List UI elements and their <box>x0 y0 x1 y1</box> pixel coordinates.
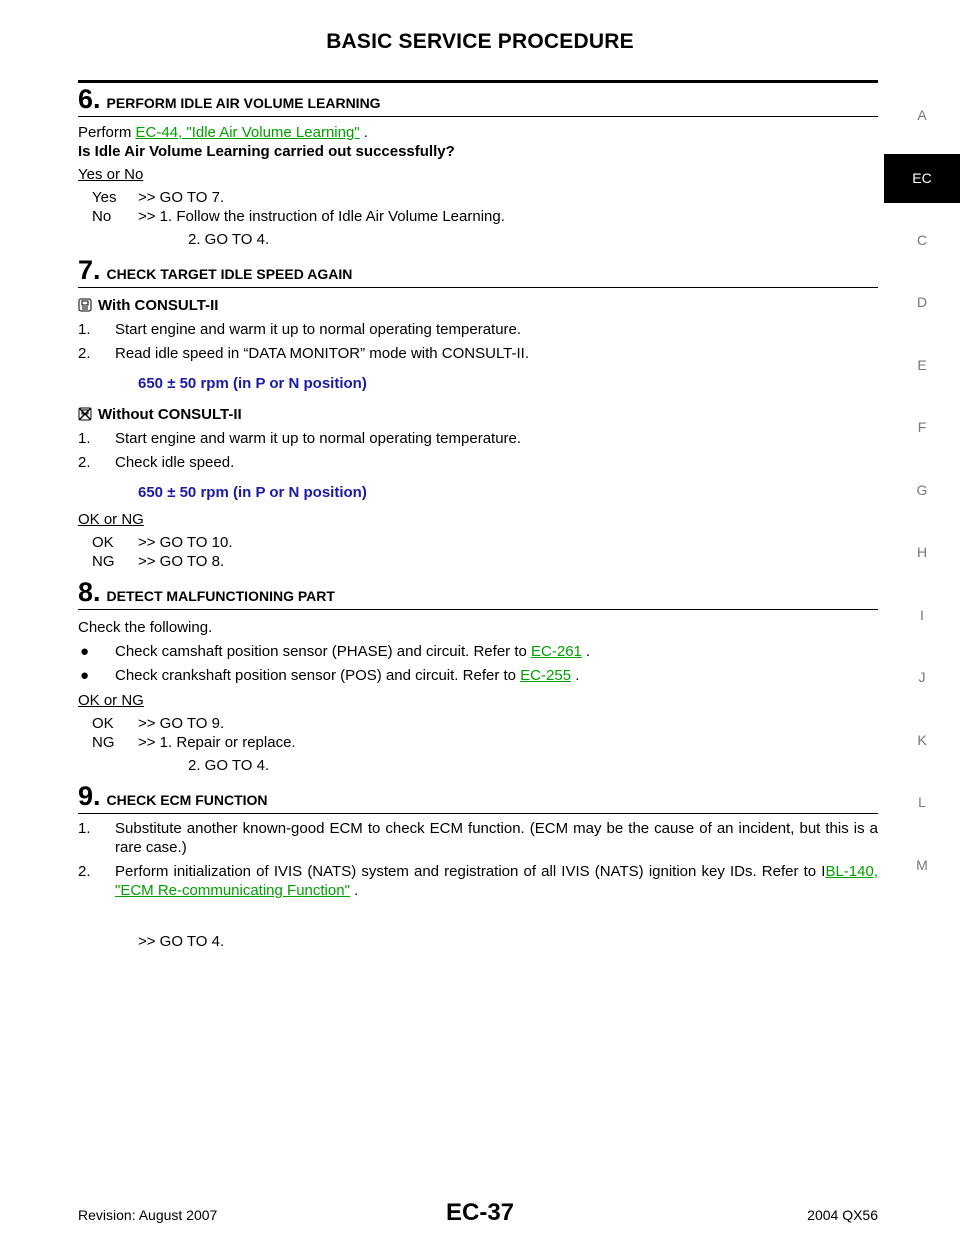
step-9-heading <box>78 781 878 814</box>
step-6-heading <box>78 84 878 117</box>
idle-speed-spec: 650 ± 50 rpm (in P or N position) <box>138 484 367 501</box>
list-text <box>115 666 579 685</box>
step-number: 9. <box>78 781 101 811</box>
bullet-suffix: . <box>571 667 580 684</box>
answer-row <box>92 714 878 733</box>
page-number: EC-37 <box>445 1199 515 1226</box>
list-item <box>78 344 878 363</box>
tab-a[interactable]: A <box>917 107 927 123</box>
list-item <box>78 666 878 685</box>
list-text <box>115 642 590 661</box>
list-number: 2. <box>78 345 91 362</box>
answer-text: >> 1. Follow the instruction of Idle Air Volume Learning. <box>138 208 505 225</box>
item-suffix: . <box>349 882 359 899</box>
intro-text: Check the following. <box>78 619 213 636</box>
with-consult-heading <box>78 296 878 315</box>
answer-row <box>92 188 878 207</box>
tab-d[interactable]: D <box>916 294 928 310</box>
answer-continuation: 2. GO TO 4. <box>188 757 270 774</box>
step-number: 8. <box>78 577 101 607</box>
bl-140-link[interactable]: BL-140, "ECM Re-communicating Function" <box>115 863 878 899</box>
step-number: 7. <box>78 255 101 285</box>
page-title: BASIC SERVICE PROCEDURE <box>326 30 634 53</box>
bullet-text: Check camshaft position sensor (PHASE) and circuit. Refer to <box>115 643 532 660</box>
list-item <box>78 320 878 339</box>
ec-261-link[interactable]: EC-261 <box>531 643 582 660</box>
tab-f[interactable]: F <box>917 419 927 435</box>
list-number: 1. <box>78 430 91 447</box>
perform-prefix: Perform <box>78 124 136 141</box>
answer-key: NG <box>92 553 115 570</box>
list-text <box>115 862 878 900</box>
list-text: Start engine and warm it up to normal operating temperature. <box>115 430 522 447</box>
tab-g[interactable]: G <box>916 481 928 498</box>
list-item <box>78 453 878 472</box>
idle-air-volume-link[interactable]: EC-44, "Idle Air Volume Learning" <box>135 124 360 141</box>
answer-text: >> GO TO 8. <box>138 553 225 570</box>
section-tabs <box>884 100 960 912</box>
list-number: 1. <box>78 321 91 338</box>
item-text: Perform initialization of IVIS (NATS) system and registration of all IVIS (NATS) ignition key IDs. Refer to I <box>115 863 826 880</box>
answer-text: >> GO TO 9. <box>138 715 225 732</box>
consult-icon <box>78 298 92 312</box>
list-number: 1. <box>78 820 91 837</box>
tab-e[interactable]: E <box>917 356 927 373</box>
tab-k[interactable]: K <box>917 731 927 748</box>
step-7-heading <box>78 255 878 288</box>
answer-continuation: 2. GO TO 4. <box>188 231 270 248</box>
answers <box>92 188 878 249</box>
choice-label: OK or NG <box>78 511 144 528</box>
bullet-icon: ● <box>80 643 90 660</box>
bullet-text: Check crankshaft position sensor (POS) and circuit. Refer to <box>115 667 521 684</box>
answer-key: OK <box>92 534 114 551</box>
tab-i[interactable]: I <box>920 606 924 623</box>
without-consult-heading <box>78 405 878 424</box>
with-consult-label: With CONSULT-II <box>98 297 219 314</box>
answer-key: No <box>92 208 112 225</box>
list-item <box>78 819 878 857</box>
choice-label: Yes or No <box>78 166 144 183</box>
no-consult-icon <box>78 407 92 421</box>
step-8-heading <box>78 577 878 610</box>
tab-l[interactable]: L <box>918 794 926 810</box>
answer-row <box>92 533 878 552</box>
bullet-icon: ● <box>80 667 90 684</box>
answer-key: NG <box>92 734 115 751</box>
header-rule <box>78 80 878 83</box>
without-consult-label: Without CONSULT-II <box>98 406 242 423</box>
tab-m[interactable]: M <box>916 856 928 873</box>
tab-ec[interactable]: EC <box>884 154 960 203</box>
choice-label: OK or NG <box>78 692 144 709</box>
ec-255-link[interactable]: EC-255 <box>520 667 572 684</box>
tab-c[interactable]: C <box>916 231 928 248</box>
answer-row <box>92 552 878 571</box>
list-text: Read idle speed in “DATA MONITOR” mode with CONSULT-II. <box>115 345 530 362</box>
answer-text: >> GO TO 7. <box>138 189 225 206</box>
list-text: Check idle speed. <box>115 454 235 471</box>
perform-suffix: . <box>359 124 368 141</box>
perform-line <box>78 123 878 142</box>
revision-date: Revision: August 2007 <box>78 1207 218 1223</box>
tab-h[interactable]: H <box>916 544 928 560</box>
question: Is Idle Air Volume Learning carried out successfully? <box>78 143 455 160</box>
list-text: Start engine and warm it up to normal operating temperature. <box>115 321 522 338</box>
step-number: 6. <box>78 84 101 114</box>
idle-speed-spec: 650 ± 50 rpm (in P or N position) <box>138 375 367 392</box>
list-number: 2. <box>78 454 91 471</box>
tab-j[interactable]: J <box>918 669 926 685</box>
list-number: 2. <box>78 863 91 880</box>
model-year: 2004 QX56 <box>807 1207 878 1223</box>
answer-text: >> 1. Repair or replace. <box>138 734 296 751</box>
answer-text: >> GO TO 10. <box>138 534 233 551</box>
list-item <box>78 862 878 900</box>
step-title: DETECT MALFUNCTIONING PART <box>106 588 335 604</box>
step-title: PERFORM IDLE AIR VOLUME LEARNING <box>106 95 381 111</box>
list-item <box>78 429 878 448</box>
list-item <box>78 642 878 661</box>
answer-row <box>92 207 878 226</box>
answer-key: OK <box>92 715 114 732</box>
bullet-suffix: . <box>581 643 591 660</box>
list-text: Substitute another known-good ECM to check ECM function. (ECM may be the cause of an incident, but this is a rare case.) <box>115 820 878 856</box>
answers <box>92 533 878 571</box>
step-title: CHECK TARGET IDLE SPEED AGAIN <box>106 266 353 282</box>
answers <box>92 714 878 775</box>
procedure-content <box>78 86 878 951</box>
answer-row <box>92 733 878 752</box>
answer-key: Yes <box>92 189 117 206</box>
final-instruction: >> GO TO 4. <box>138 933 225 950</box>
step-title: CHECK ECM FUNCTION <box>106 792 268 808</box>
